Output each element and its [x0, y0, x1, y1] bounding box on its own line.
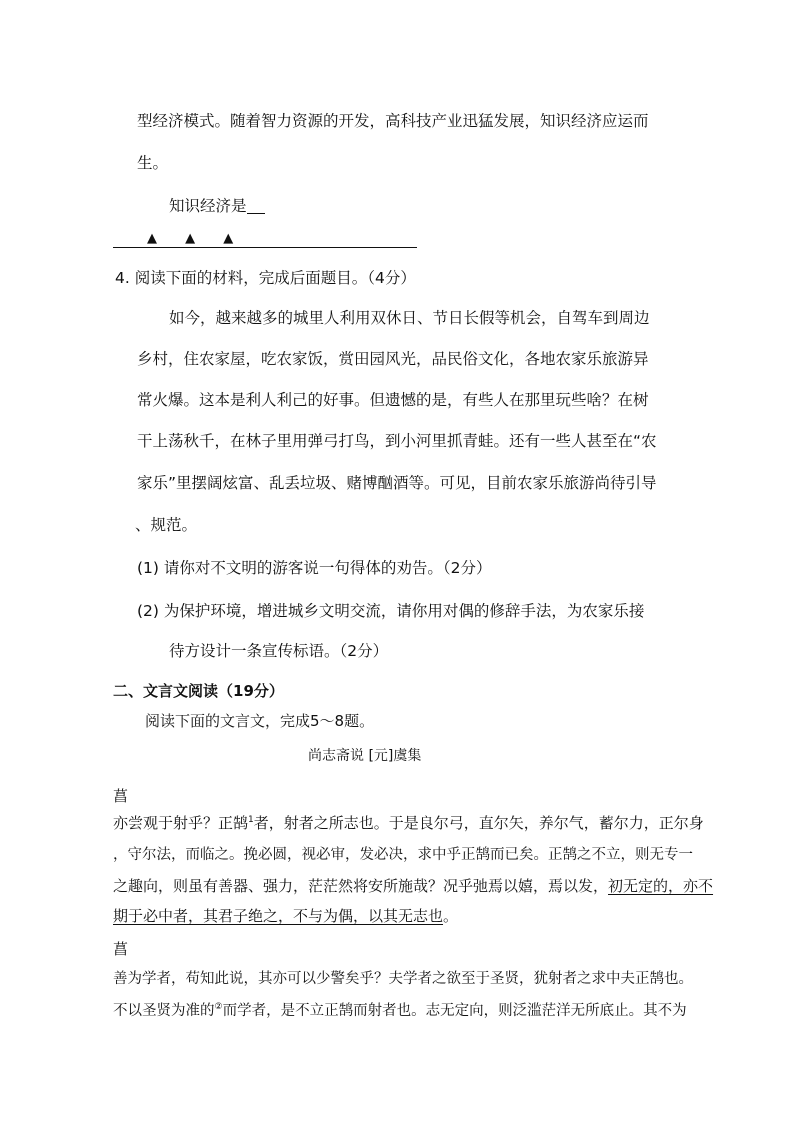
passage-line: 型经济模式。随着智力资源的开发，高科技产业迅猛发展，知识经济应运而: [137, 112, 649, 130]
paragraph-marker: 菖: [113, 940, 129, 958]
underlined-text: 期于必中者，其君子绝之，不与为偶，以其无志也: [113, 907, 444, 925]
classical-line: 善为学者，苟知此说，其亦可以少警矣乎？夫学者之欲至于圣贤，犹射者之求中夫正鹄也。: [113, 971, 693, 987]
passage-line: 干上荡秋千，在林子里用弹弓打鸟，到小河里抓青蛙。还有一些人甚至在“农: [137, 432, 657, 450]
sub-question: (2) 为保护环境，增进城乡文明交流，请你用对偶的修辞手法，为农家乐接: [137, 602, 645, 620]
passage-line: 家乐”里摆阔炫富、乱丢垃圾、赌博酗酒等。可见，目前农家乐旅游尚待引导: [137, 474, 657, 492]
text-run: 亦尝观于射乎？正鹄: [113, 814, 249, 832]
answer-line: [113, 247, 417, 248]
text-run: 而学者，是不立正鹄而射者也。志无定向，则泛滥茫洋无所底止。其不为: [222, 1003, 687, 1019]
answer-prefix: 知识经济是: [169, 197, 247, 215]
text-run: 之趣向，则虽有善器、强力，茫茫然将安所施哉？况乎弛焉以嬉，焉以发，: [113, 877, 609, 895]
answer-blank: [247, 213, 265, 214]
classical-line: [113, 813, 704, 833]
footnote-mark: 1: [248, 815, 254, 825]
passage-line: 生。: [137, 154, 169, 172]
instruction: 阅读下面的文言文，完成5～8题。: [145, 712, 375, 730]
text-run: 者，射者之所志也。于是良尔弓，直尔矢，养尔气，蓄尔力，正尔身: [253, 814, 704, 832]
sub-question: (1) 请你对不文明的游客说一句得体的劝告。（2分）: [137, 559, 492, 577]
classical-line: [113, 876, 713, 896]
classical-line: [113, 1001, 687, 1021]
passage-line: 如今，越来越多的城里人利用双休日、节日长假等机会，自驾车到周边: [169, 309, 650, 327]
passage-line: 常火爆。这本是利人利己的好事。但遗憾的是，有些人在那里玩些啥？在树: [137, 391, 649, 409]
blank-marks: ▲ ▲ ▲: [147, 231, 246, 246]
passage-line: 、规范。: [135, 516, 198, 534]
paragraph-marker: 菖: [113, 787, 129, 805]
passage-line: 乡村，住农家屋，吃农家饭，赏田园风光，品民俗文化，各地农家乐旅游异: [137, 350, 649, 368]
footnote-mark: ②: [214, 1002, 223, 1012]
article-title: 尚志斋说 [元]虞集: [308, 748, 422, 764]
text-run: 。: [443, 907, 459, 925]
classical-line: ，守尔法，而临之。挽必圆，视必审，发必决，求中乎正鹄而已矣。正鹄之不立，则无专一: [113, 847, 693, 863]
section-heading: 二、文言文阅读（19分）: [113, 682, 284, 700]
classical-line: [113, 906, 458, 926]
question-heading: 4. 阅读下面的材料，完成后面题目。（4分）: [115, 269, 416, 287]
sub-question: 待方设计一条宣传标语。（2分）: [169, 642, 389, 660]
text-run: 不以圣贤为准的: [113, 1003, 215, 1019]
underlined-text: 初无定的，亦不: [608, 877, 714, 895]
